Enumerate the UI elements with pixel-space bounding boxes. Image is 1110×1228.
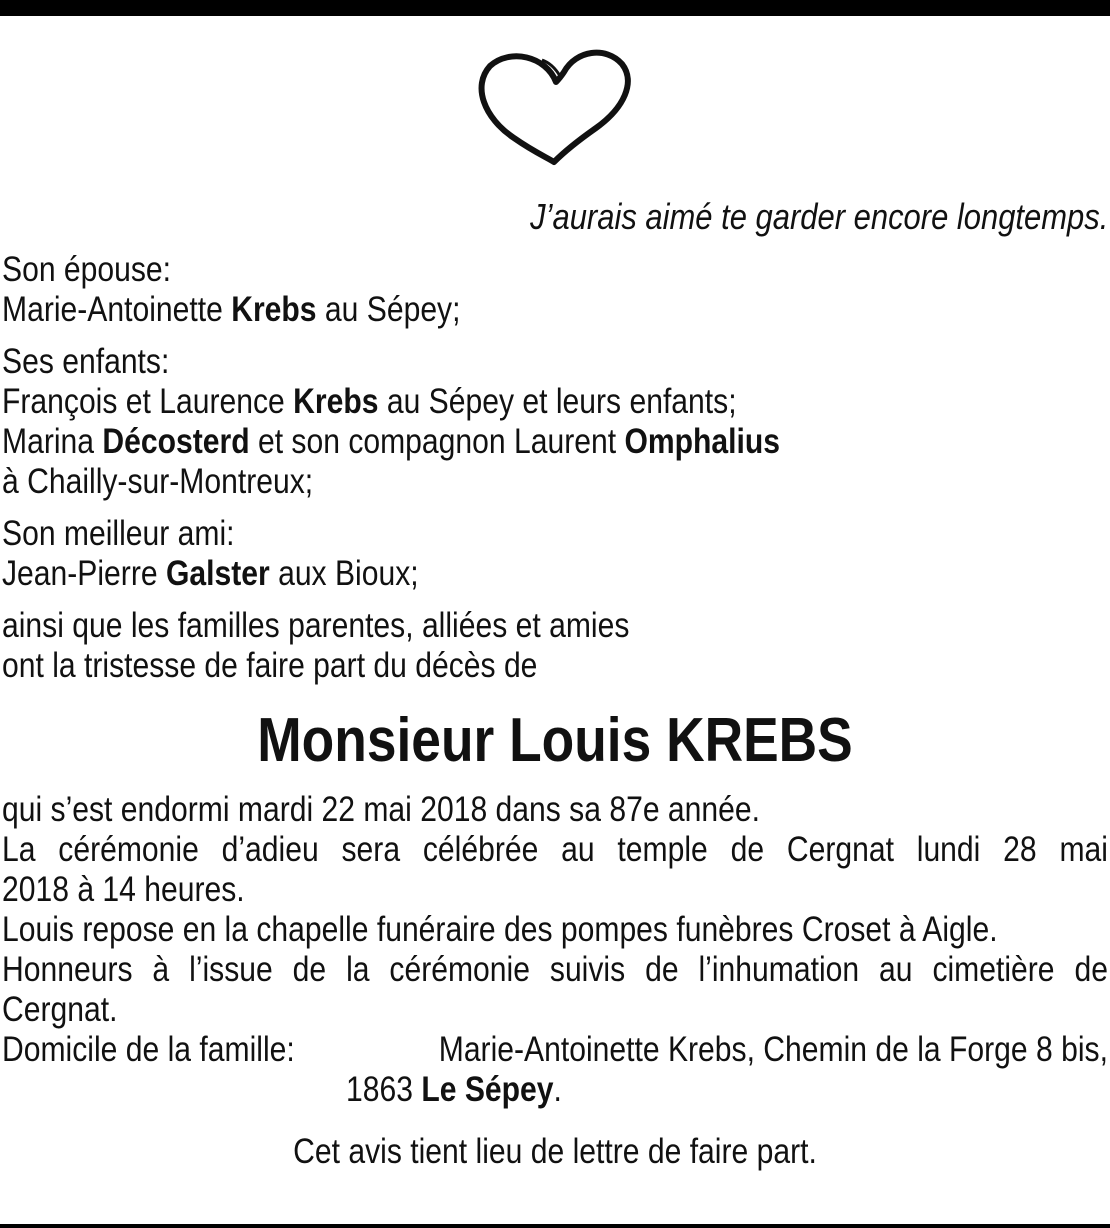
details-line1: qui s’est endormi mardi 22 mai 2018 dans sa 87e année. [2, 790, 760, 829]
deceased-name: Monsieur Louis KREBS [257, 706, 853, 775]
spouse-first: Marie-Antoinette [2, 290, 223, 329]
domicile-address: Marie-Antoinette Krebs, Chemin de la Forge 8 bis, [438, 1030, 1108, 1069]
child1-line [2, 382, 953, 422]
domicile-end: . [553, 1070, 562, 1109]
friend-place: aux Bioux; [278, 554, 419, 593]
spouse-section [2, 250, 953, 330]
spouse-line [2, 290, 953, 330]
details-line4a: Honneurs à l’issue de la cérémonie suivis de l’inhumation au cimetière de [2, 950, 1108, 989]
heart-icon [476, 42, 636, 166]
child1-surname: Krebs [293, 382, 379, 421]
domicile-line2 [2, 1070, 953, 1110]
child2-first: Marina [2, 422, 95, 461]
details-line2a: La cérémonie d’adieu sera célébrée au temple de Cergnat lundi 28 mai [2, 830, 1108, 869]
details-section [2, 790, 1108, 1110]
closing-note: Cet avis tient lieu de lettre de faire part. [293, 1132, 817, 1171]
details-line4b: Cergnat. [2, 990, 118, 1029]
spouse-heading: Son épouse: [2, 250, 172, 289]
families-section [2, 606, 953, 686]
domicile-line [2, 1030, 1108, 1070]
child2-place: à Chailly-sur-Montreux; [2, 462, 314, 501]
domicile-postcode: 1863 [346, 1070, 413, 1109]
families-line2: ont la tristesse de faire part du décès de [2, 646, 538, 685]
domicile-label: Domicile de la famille: [2, 1030, 295, 1069]
notice-body [2, 250, 1108, 1172]
child2-middle: et son compagnon Laurent [257, 422, 617, 461]
families-line1: ainsi que les familles parentes, alliées et amies [2, 606, 630, 645]
friend-section [2, 514, 953, 594]
top-rule [0, 0, 1110, 16]
child2-surname: Décosterd [102, 422, 250, 461]
child2-surname2: Omphalius [624, 422, 781, 461]
children-section [2, 342, 953, 502]
epigraph: J’aurais aimé te garder encore longtemps. [529, 196, 1108, 237]
friend-line [2, 554, 953, 594]
friend-heading: Son meilleur ami: [2, 514, 235, 553]
bottom-rule [0, 1224, 1110, 1228]
friend-surname: Galster [165, 554, 270, 593]
domicile-town: Le Sépey [421, 1070, 554, 1109]
details-line3: Louis repose en la chapelle funéraire des pompes funèbres Croset à Aigle. [2, 910, 998, 949]
spouse-place: au Sépey; [324, 290, 461, 329]
details-line2b: 2018 à 14 heures. [2, 870, 245, 909]
spouse-surname: Krebs [231, 290, 317, 329]
friend-first: Jean-Pierre [2, 554, 158, 593]
child1-first: François et Laurence [2, 382, 285, 421]
children-heading: Ses enfants: [2, 342, 170, 381]
child1-rest: au Sépey et leurs enfants; [386, 382, 737, 421]
child2-line [2, 422, 953, 462]
